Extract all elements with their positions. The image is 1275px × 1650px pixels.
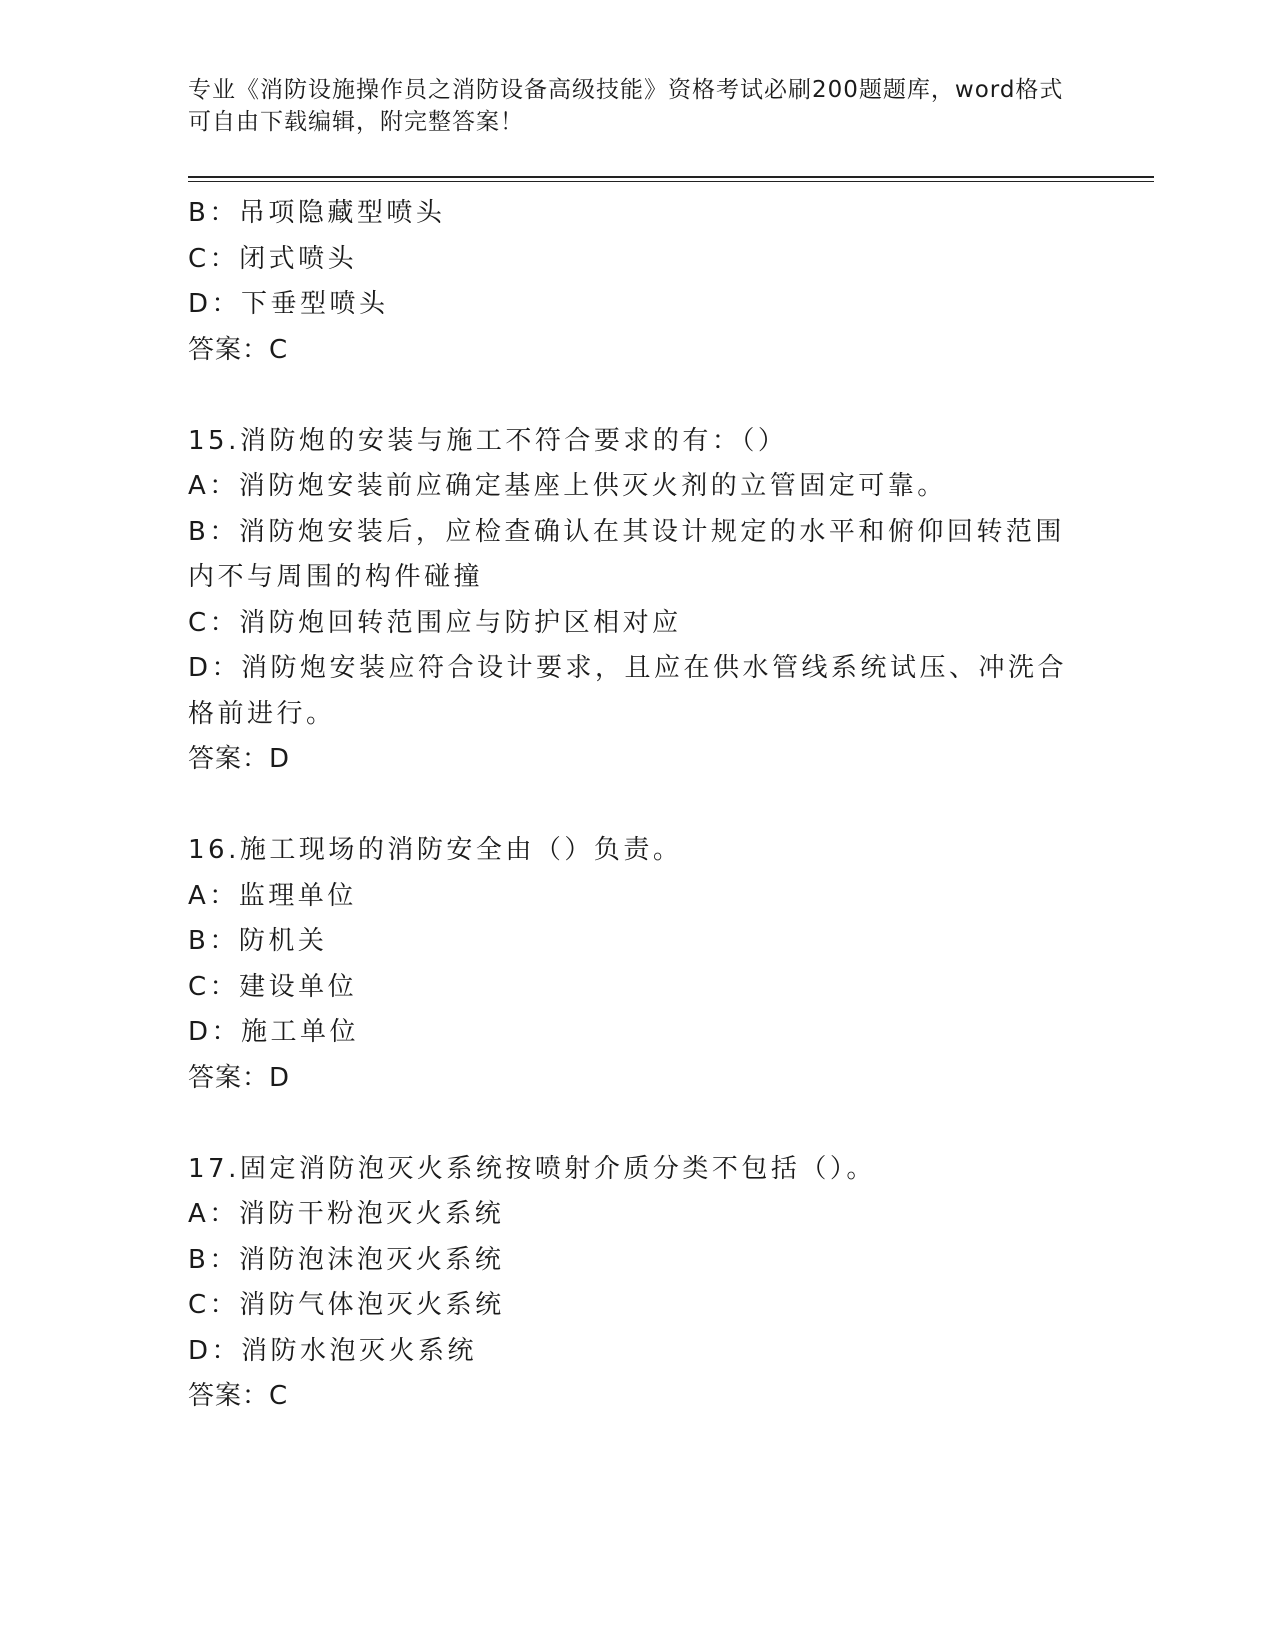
option-a: A：消防干粉泡灭火系统 xyxy=(188,1199,505,1229)
answer: 答案：D xyxy=(188,1062,291,1093)
answer: 答案：C xyxy=(188,1381,289,1411)
option-d: D：消防水泡灭火系统 xyxy=(188,1335,478,1366)
header-divider-thick xyxy=(188,176,1154,178)
option-b: B：吊项隐藏型喷头 xyxy=(188,198,446,228)
spacer xyxy=(188,1101,1068,1147)
question-stem: 17.固定消防泡灭火系统按喷射介质分类不包括（）。 xyxy=(188,1153,876,1184)
prev-question-block xyxy=(188,191,1068,373)
header-divider-thin xyxy=(188,181,1154,182)
spacer xyxy=(188,783,1068,829)
spacer xyxy=(188,373,1068,419)
option-c: C：建设单位 xyxy=(188,971,358,1002)
option-c: C：闭式喷头 xyxy=(188,243,358,274)
answer: 答案：D xyxy=(188,744,291,774)
document-header: 专业《消防设施操作员之消防设备高级技能》资格考试必刷200题题库，word格式可自由下载编辑，附完整答案！ xyxy=(188,77,1064,135)
option-d: D：下垂型喷头 xyxy=(188,289,389,319)
option-c: C：消防气体泡灭火系统 xyxy=(188,1290,505,1320)
question-16 xyxy=(188,828,1068,1101)
question-content xyxy=(188,191,1068,1420)
question-17 xyxy=(188,1147,1068,1420)
option-d: D：施工单位 xyxy=(188,1017,360,1047)
option-b: B：消防炮安装后，应检查确认在其设计规定的水平和俯仰回转范围内不与周围的构件碰撞 xyxy=(188,516,1065,592)
option-d: D：消防炮安装应符合设计要求，且应在供水管线系统试压、冲洗合格前进行。 xyxy=(188,653,1068,729)
option-c: C：消防炮回转范围应与防护区相对应 xyxy=(188,607,682,638)
answer: 答案：C xyxy=(188,334,289,365)
question-stem: 16.施工现场的消防安全由（）负责。 xyxy=(188,835,683,865)
option-b: B：防机关 xyxy=(188,926,328,956)
option-a: A：消防炮安装前应确定基座上供灭火剂的立管固定可靠。 xyxy=(188,471,947,501)
option-a: A：监理单位 xyxy=(188,880,357,911)
question-15 xyxy=(188,419,1068,783)
question-stem: 15.消防炮的安装与施工不符合要求的有：（） xyxy=(188,425,788,456)
document-page xyxy=(188,0,1158,1650)
option-b: B：消防泡沫泡灭火系统 xyxy=(188,1244,505,1275)
